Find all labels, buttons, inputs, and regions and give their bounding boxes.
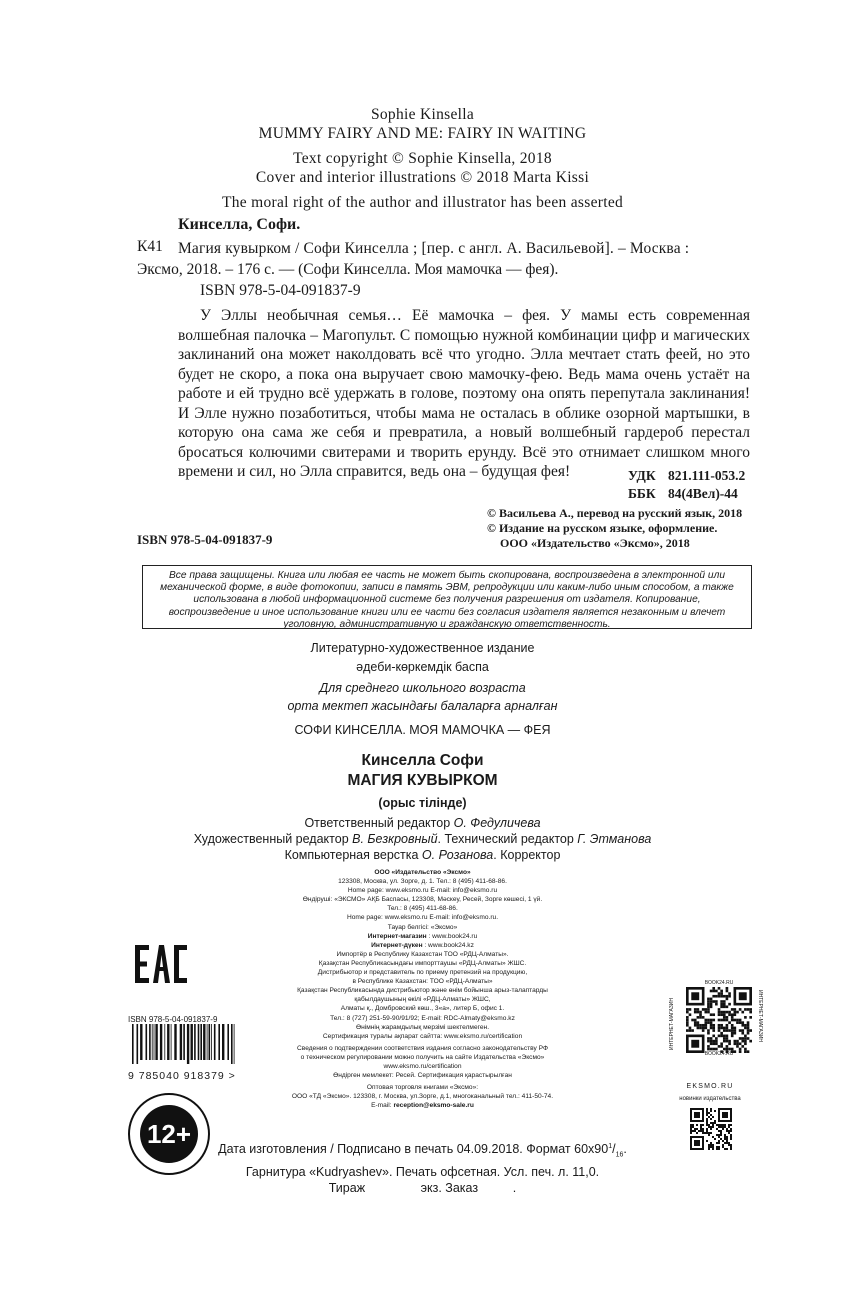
imprint-line: Оптовая торговля книгами «Эксмо»: <box>366 1084 479 1092</box>
print-info-line: Гарнитура «Kudryashev». Печать офсетная. Усл. печ. л. 11,0. <box>245 1164 600 1179</box>
print-info-line: Дата изготовления / Подписано в печать 04.09.2018. Формат $60x90^1/_{16}$. <box>218 1142 627 1159</box>
copyright-line: © Васильева А., перевод на русский язык, 2018 <box>487 506 743 520</box>
biblio-line: Эксмо, 2018. – 176 с. — (Софи Кинселла. Моя мамочка — фея). <box>137 261 559 278</box>
imprint-line: 123308, Москва, ул. Зорге, д. 1. Тел.: 8 (495) 411-68-86. <box>338 878 507 886</box>
annotation <box>178 306 750 482</box>
credit-line <box>0 832 845 846</box>
imprint-line: Өндірген мемлекет: Ресей. Сертификация қарастырылған <box>333 1072 512 1080</box>
age-group-ru: Для среднего школьного возраста <box>319 681 526 695</box>
qr-book24-right-label: ИНТЕРНЕТ-МАГАЗИН <box>757 990 763 1042</box>
credit-name: О. Розанова <box>421 848 494 862</box>
imprint-line: Өндіруші: «ЭКСМО» АҚБ Баспасы, 123308, Мәскеу, Ресей, Зорге көшесі, 1 үй. <box>302 896 543 904</box>
copyright-line: ООО «Издательство «Эксмо», 2018 <box>500 536 690 550</box>
imprint-line: Қазақстан Республикасындағы импорттаушы «РДЦ-Алматы» ЖШС. <box>318 959 527 967</box>
imprint-line: Интернет-магазин : www.book24.ru <box>367 932 478 940</box>
imprint-line: Home page: www.eksmo.ru E-mail: info@eksmo.ru <box>347 887 498 895</box>
original-credits <box>0 105 845 212</box>
credit-label: Компьютерная верстка <box>284 848 422 862</box>
imprint-line: Сведения о подтверждении соответствия издания согласно законодательству РФ <box>297 1044 548 1052</box>
credit-name: В. Безкровный <box>352 832 438 846</box>
format-end: . <box>623 1142 627 1157</box>
imprint-line: ООО «ТД «Эксмо». 123308, г. Москва, ул.Зорге, д.1, многоканальный тел.: 411-50-74. <box>291 1093 554 1101</box>
credit-line <box>0 816 845 830</box>
format-sup: 1 <box>608 1143 613 1150</box>
credit-label: . Технический редактор <box>437 832 578 846</box>
literary-edition-kz: әдеби-көркемдік баспа <box>356 660 489 674</box>
qr-code-book24-icon[interactable] <box>686 987 752 1053</box>
imprint-line: Дистрибьютор и представитель по приему претензий на продукцию, <box>317 969 528 977</box>
credit-label: . Корректор <box>493 848 561 862</box>
biblio-line: Магия кувырком / Софи Кинселла ; [пер. с англ. А. Васильевой]. – Москва : <box>178 240 690 257</box>
imprint-line: Тауар белгісі: «Эксмо» <box>387 923 458 931</box>
classification-codes <box>628 467 745 503</box>
imprint-line: Импортёр в Республику Казахстан ТОО «РДЦ-Алматы». <box>336 950 509 958</box>
catalog-index: К41 <box>137 238 163 255</box>
udk-value: 821.111-053.2 <box>668 468 746 483</box>
barcode-number: 9 785040 918379 > <box>128 1070 236 1082</box>
rights-notice-text: Все права защищены. Книга или любая ее часть не может быть скопирована, воспроизведена в электронной или механической форме, в виде фотокопии, записи в память ЭВМ, репродукции или каким-либо иным способом, а также использована в любой информационной системе без получения разрешения от издателя. Копирование, воспроизведение и иное использование книги или ее части без согласия издателя является незаконным и влечет уголовную, административную и гражданскую ответственность. <box>160 570 734 630</box>
print-date-format: Дата изготовления / Подписано в печать 04.09.2018. Формат 60x90 <box>218 1142 609 1157</box>
imprint-line: ООО «Издательство «Эксмо» <box>374 869 471 876</box>
imprint-line: www.eksmo.ru/certification <box>383 1062 462 1070</box>
illustration-copyright: Cover and interior illustrations © 2018 Marta Kissi <box>255 169 590 186</box>
imprint-line: Тел.: 8 (727) 251-59-90/91/92; E-mail: RDC-Almaty@eksmo.kz <box>330 1014 515 1022</box>
language-note: (орыс тілінде) <box>378 796 467 810</box>
udk-label: УДК <box>628 468 656 483</box>
barcode <box>128 1015 243 1082</box>
imprint-line: Тел.: 8 (495) 411-68-86. <box>387 905 458 913</box>
isbn-left: ISBN 978-5-04-091837-9 <box>137 532 273 547</box>
catalog-author-heading: Кинселла, Софи. <box>178 216 301 233</box>
original-title: MUMMY FAIRY AND ME: FAIRY IN WAITING <box>258 125 587 142</box>
barcode-bars-icon <box>128 1024 240 1064</box>
imprint-line: в Республике Казахстан: ТОО «РДЦ-Алматы» <box>352 978 493 986</box>
credit-label: Ответственный редактор <box>304 816 454 830</box>
barcode-isbn: ISBN 978-5-04-091837-9 <box>128 1015 218 1024</box>
credit-name: Г. Этманова <box>577 832 652 846</box>
credit-label: Художественный редактор <box>193 832 353 846</box>
copyright-block <box>487 506 742 551</box>
text-copyright: Text copyright © Sophie Kinsella, 2018 <box>293 150 552 167</box>
imprint-line: Қазақстан Республикасында дистрибьютор және өнім бойынша арыз-талаптарды <box>297 987 548 995</box>
age-rating-badge <box>128 1093 210 1175</box>
imprint-line: Home page: www.eksmo.ru E-mail: info@eksmo.ru. <box>346 914 499 922</box>
qr-book24-top-label: BOOK24.RU <box>704 980 734 986</box>
credit-line <box>0 848 845 862</box>
imprint-line: Интернет-дүкен : www.book24.kz <box>371 941 474 949</box>
imprint-line: Алматы қ., Домбровский көш., 3«а», литер Б, офис 1. <box>340 1005 505 1013</box>
copyright-line: © Издание на русском языке, оформление. <box>487 521 718 535</box>
qr-eksmo-site-label: EKSMO.RU <box>686 1083 734 1090</box>
imprint-line: Өнімнің жарамдылық мерзімі шектелмеген. <box>355 1023 490 1031</box>
qr-eksmo-sub-label: новинки издательства <box>679 1096 741 1102</box>
print-info-line: Тираж экз. Заказ . <box>328 1180 517 1195</box>
book-title: МАГИЯ КУВЫРКОМ <box>347 772 498 789</box>
qr-book24-left-label: ИНТЕРНЕТ-МАГАЗИН <box>669 998 675 1050</box>
catalog-isbn: ISBN 978-5-04-091837-9 <box>200 282 361 299</box>
age-group-kz: орта мектеп жасындағы балаларға арналған <box>287 699 558 713</box>
format-sub: 16 <box>615 1151 624 1159</box>
imprint-line: E-mail: reception@eksmo-sale.ru <box>371 1102 474 1110</box>
original-author: Sophie Kinsella <box>370 106 475 123</box>
book-author: Кинселла Софи <box>361 752 484 769</box>
qr-code-eksmo-icon[interactable] <box>690 1108 732 1150</box>
imprint-block <box>250 868 595 1110</box>
imprint-line: Сертификация туралы ақпарат сайтта: www.eksmo.ru/certification <box>322 1032 523 1040</box>
qr-book24-bottom-label: BOOK24.RU <box>704 1051 734 1057</box>
eac-mark-icon <box>133 943 189 985</box>
moral-right-notice: The moral right of the author and illustrator has been asserted <box>221 194 624 211</box>
series-title: СОФИ КИНСЕЛЛА. МОЯ МАМОЧКА — ФЕЯ <box>294 723 551 737</box>
bbk-value: 84(4Вел)-44 <box>668 486 738 501</box>
eac-logo <box>133 943 189 990</box>
rights-notice-box <box>142 565 752 629</box>
imprint-line: қабылдаушының өкілі «РДЦ-Алматы» ЖШС, <box>354 996 491 1004</box>
literary-edition-ru: Литературно-художественное издание <box>310 641 535 655</box>
age-rating-value: 12+ <box>140 1105 198 1163</box>
bbk-label: ББК <box>628 486 656 501</box>
imprint-line: о техническом регулировании можно получить на сайте Издательства «Эксмо» <box>300 1053 545 1061</box>
annotation-text: У Эллы необычная семья… Её мамочка – фея. У мамы есть современная волшебная палочка – Магопульт. С помощью нужной комбинации цифр и магических заклинаний она может наколдовать всё что угодно. Элла мечтает стать феей, но это будет не скоро, а пока она выручает свою мамочку-фею. Ведь мама очень устаёт на работе и ей трудно всё удержать в голове, поэтому она опять перепутала заклинания! И Элле нужно позаботиться, чтобы мама не осталась в облике озорной мартышки, в которую она сама же себя и превратила, а новый волшебный гардероб перестал бросаться колючими свитерами и творить ерунду. Всё это отнимает слишком много времени и сил, но Элла справится, ведь она – будущая фея! <box>178 307 750 480</box>
credit-name: О. Федуличева <box>453 816 541 830</box>
